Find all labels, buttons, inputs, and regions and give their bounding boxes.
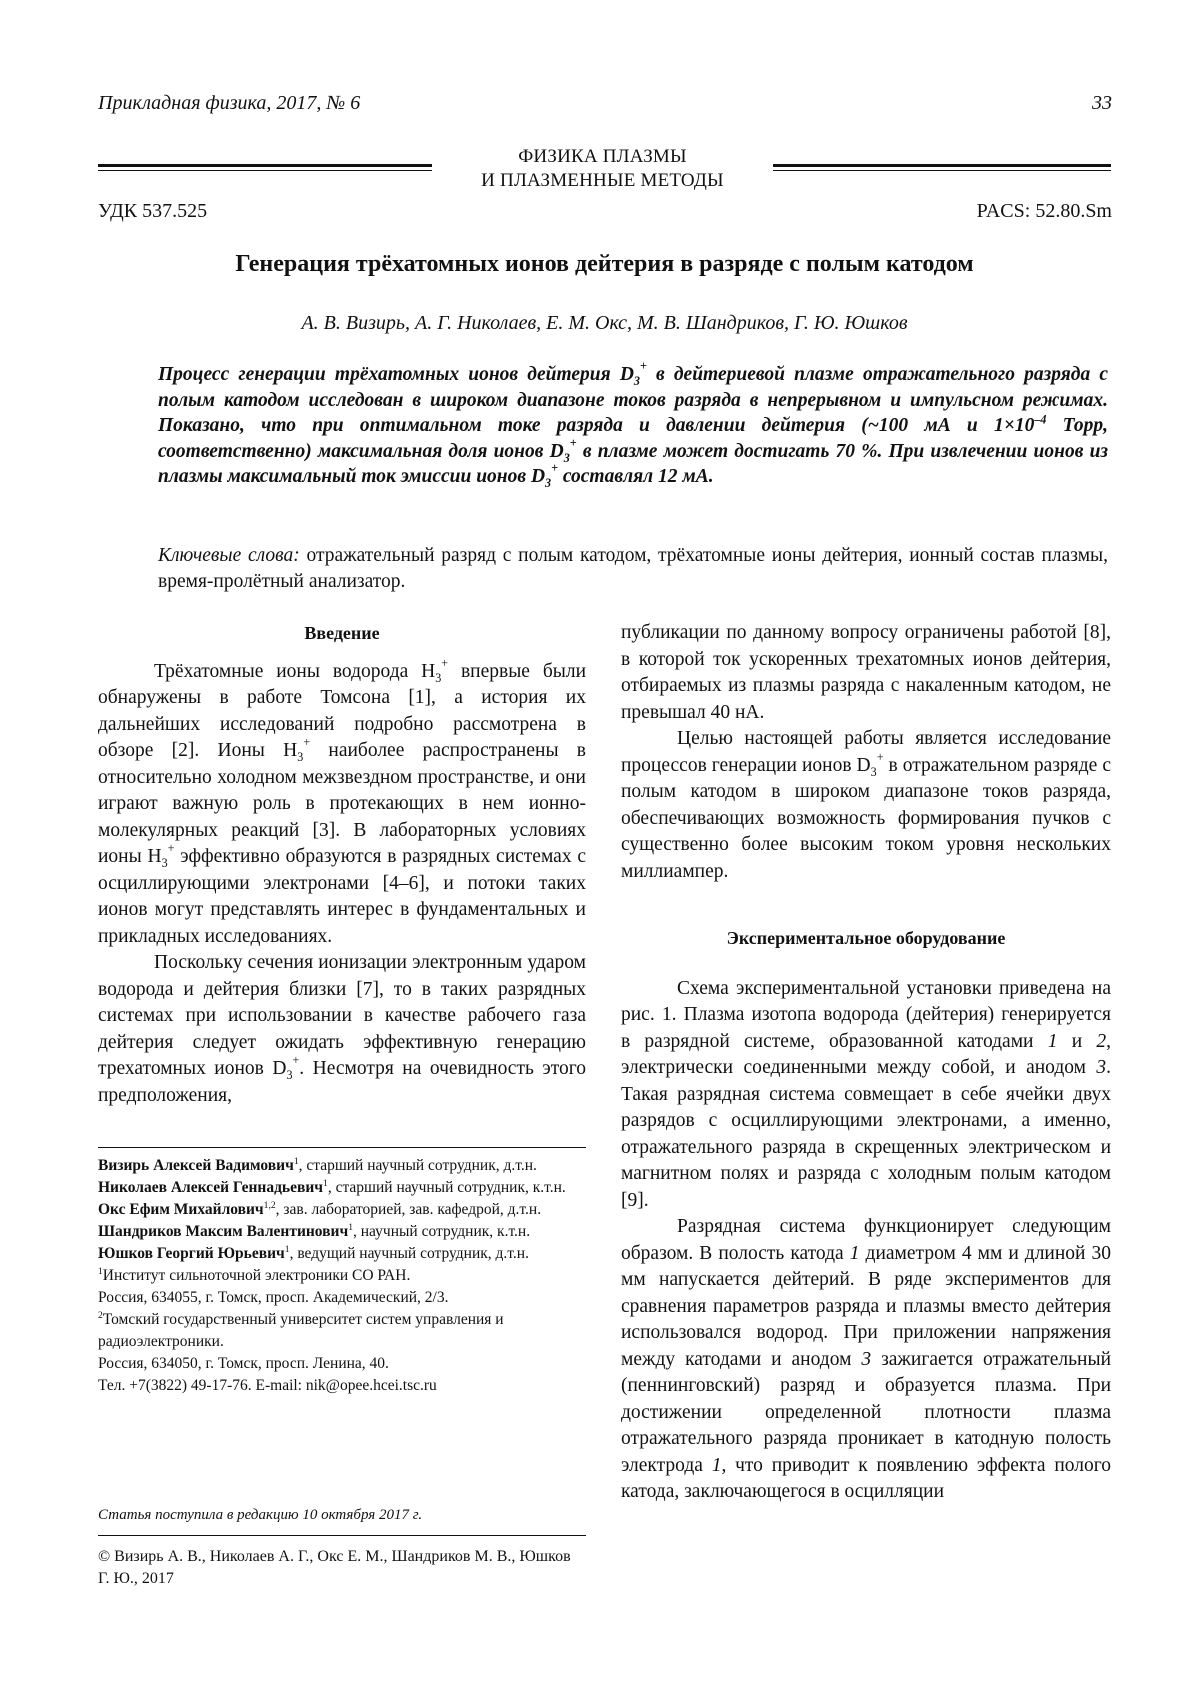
keywords-label: Ключевые слова: bbox=[158, 545, 300, 566]
ion-formula-h3: $H_3^+$ bbox=[283, 735, 311, 764]
section-rule-left bbox=[98, 164, 432, 171]
paper-title: Генерация трёхатомных ионов дейтерия в разряде с полым катодом bbox=[235, 251, 974, 277]
udk-code: УДК 537.525 bbox=[98, 200, 208, 222]
abstract-text: в плазме может достигать 70 %. При извлечении ионов из плазмы максимальный ток эмиссии ионов bbox=[158, 440, 1109, 487]
affiliation-2-address: Россия, 634050, г. Томск, просп. Ленина, 40. bbox=[98, 1355, 389, 1372]
author-footnotes bbox=[98, 1155, 586, 1397]
footnote-author-3: Окс Ефим Михайлович$^{1,2}$, зав. лабораторией, зав. кафедрой, д.т.н. bbox=[98, 1199, 542, 1218]
footnote-rule bbox=[98, 1147, 586, 1148]
abstract bbox=[158, 359, 1109, 490]
right-paragraph-1: публикации по данному вопросу ограничены работой [8], в которой ток ускоренных трехатомных ионов дейтерия, отбираемых из плазмы разряда с накаленным катодом, не превышал 40 нА. bbox=[621, 622, 1111, 723]
affiliation-2: $^2$Томский государственный университет систем управления и радиоэлектроники. bbox=[98, 1309, 504, 1350]
left-column bbox=[98, 620, 586, 1109]
footnote-author-4: Шандриков Максим Валентинович$^1$, научный сотрудник, к.т.н. bbox=[98, 1221, 531, 1240]
keywords-text: отражательный разряд с полым катодом, трёхатомные ионы дейтерия, ионный состав плазмы, время-пролётный анализатор. bbox=[158, 545, 1109, 592]
footnote-author-5: Юшков Георгий Юрьевич$^1$, ведущий научный сотрудник, д.т.н. bbox=[98, 1243, 529, 1262]
ion-formula-h3: $H_3^+$ bbox=[147, 841, 175, 870]
ion-formula-d3: $D_3^+$ bbox=[856, 749, 884, 779]
ion-formula-d3: $D_3^+$ bbox=[272, 1053, 300, 1082]
equipment-heading: Экспериментальное оборудование bbox=[726, 928, 1006, 948]
abstract-text: Торр, соответственно) максимальная доля ионов bbox=[158, 415, 1109, 462]
intro-paragraph-1: Трёхатомные ионы водорода $H_3^+$ впервые были обнаружены в работе Томсона [1], а история их дальнейших исследований подробно рассмотрена в обзоре [2]. Ионы $H_3^+$ наиболее распространены в относительно холодном межзвездном пространстве, и они играют важную роль в протекающих в нем ионно-молекулярных реакций [3]. В лабораторных условиях ионы $H_3^+$ эффективно образуются в разрядных системах с осциллирующими электронами [4–6], и потоки таких ионов могут представлять интерес в фундаментальных и прикладных исследованиях. bbox=[98, 655, 587, 947]
equipment-paragraph-1: Схема экспериментальной установки приведена на рис. 1. Плазма изотопа водорода (дейтерия) генерируется в разрядной системе, образованной катодами 1 и 2, электрически соединенными между собой, и анодом 3. Такая разрядная система совмещает в себе ячейки двух разрядов с осциллирующими электронами, а именно, отражательного разряда в скрещенных электрическом и магнитном полях и разряда с холодным полым катодом [9]. bbox=[621, 977, 1112, 1211]
ion-formula-d3: $D_3^+$ bbox=[619, 359, 647, 388]
section-rule-right bbox=[773, 164, 1111, 171]
author-list: А. В. Визирь, А. Г. Николаев, Е. М. Окс, М. В. Шандриков, Г. Ю. Юшков bbox=[301, 312, 908, 334]
journal-running-head: Прикладная физика, 2017, № 6 bbox=[98, 92, 361, 114]
keywords bbox=[158, 543, 1108, 594]
section-heading-line2: И ПЛАЗМЕННЫЕ МЕТОДЫ bbox=[481, 170, 724, 191]
abstract-text: в дейтериевой плазме отражательного разряда с полым катодом исследован в широком диапазоне токов разряда в непрерывном и импульсном режимах. Показано, что при оптимальном токе разряда и давлении дейтерия (~100 мА и 1×10 bbox=[158, 364, 1108, 436]
pacs-code: PACS: 52.80.Sm bbox=[976, 200, 1112, 222]
copyright-notice: © Визирь А. В., Николаев А. Г., Окс Е. М., Шандриков М. В., Юшков Г. Ю., 2017 bbox=[98, 1548, 571, 1587]
copyright-rule bbox=[98, 1535, 586, 1536]
section-heading-line1: ФИЗИКА ПЛАЗМЫ bbox=[518, 146, 687, 167]
ion-formula-h3: $H_3^+$ bbox=[421, 655, 449, 685]
right-paragraph-2: Целью настоящей работы является исследование процессов генерации ионов $D_3^+$ в отражательном разряде с полым катодом в широком диапазоне токов разряда, обеспечивающих возможность формирования пучков с существенно более высоким током уровня нескольких миллиампер. bbox=[621, 728, 1111, 882]
ion-formula-d3: $D_3^+$ bbox=[549, 435, 577, 465]
exponent: –4 bbox=[1034, 412, 1047, 427]
abstract-text: Процесс генерации трёхатомных ионов дейтерия bbox=[158, 364, 611, 385]
right-column bbox=[621, 620, 1111, 1506]
affiliation-1: $^1$Институт сильноточной электроники СО РАН. bbox=[98, 1265, 411, 1284]
section-heading bbox=[440, 145, 765, 193]
abstract-text: составлял 12 мА. bbox=[562, 466, 714, 487]
page-number: 33 bbox=[1092, 92, 1112, 114]
footnote-author-2: Николаев Алексей Геннадьевич$^1$, старший научный сотрудник, к.т.н. bbox=[98, 1177, 566, 1196]
affiliation-1-address: Россия, 634055, г. Томск, просп. Академический, 2/3. bbox=[98, 1289, 449, 1306]
footnote-author-1: Визирь Алексей Вадимович$^1$, старший научный сотрудник, д.т.н. bbox=[98, 1155, 537, 1174]
contact-info: Тел. +7(3822) 49-17-76. E-mail: nik@opee.hcei.tsc.ru bbox=[98, 1377, 437, 1394]
intro-paragraph-2: Поскольку сечения ионизации электронным ударом водорода и дейтерия близки [7], то в таких разрядных системах при использовании в качестве рабочего газа дейтерия следует ожидать эффективную генерацию трехатомных ионов $D_3^+$. Несмотря на очевидность этого предположения, bbox=[98, 952, 586, 1106]
received-date: Статья поступила в редакцию 10 октября 2017 г. bbox=[98, 1507, 423, 1523]
intro-heading: Введение bbox=[304, 623, 380, 643]
equipment-paragraph-2: Разрядная система функционирует следующим образом. В полость катода 1 диаметром 4 мм и длиной 30 мм напускается дейтерий. В ряде экспериментов для сравнения параметров разряда и плазмы вместо дейтерия использовался водород. При приложении напряжения между катодами и анодом 3 зажигается отражательный (пеннинговский) разряд и образуется плазма. При достижении определенной плотности плазма отражательного разряда проникает в катодную полость электрода 1, что приводит к появлению эффекта полого катода, заключающегося в осцилляции bbox=[621, 1216, 1112, 1502]
ion-formula-d3: $D_3^+$ bbox=[530, 461, 558, 490]
